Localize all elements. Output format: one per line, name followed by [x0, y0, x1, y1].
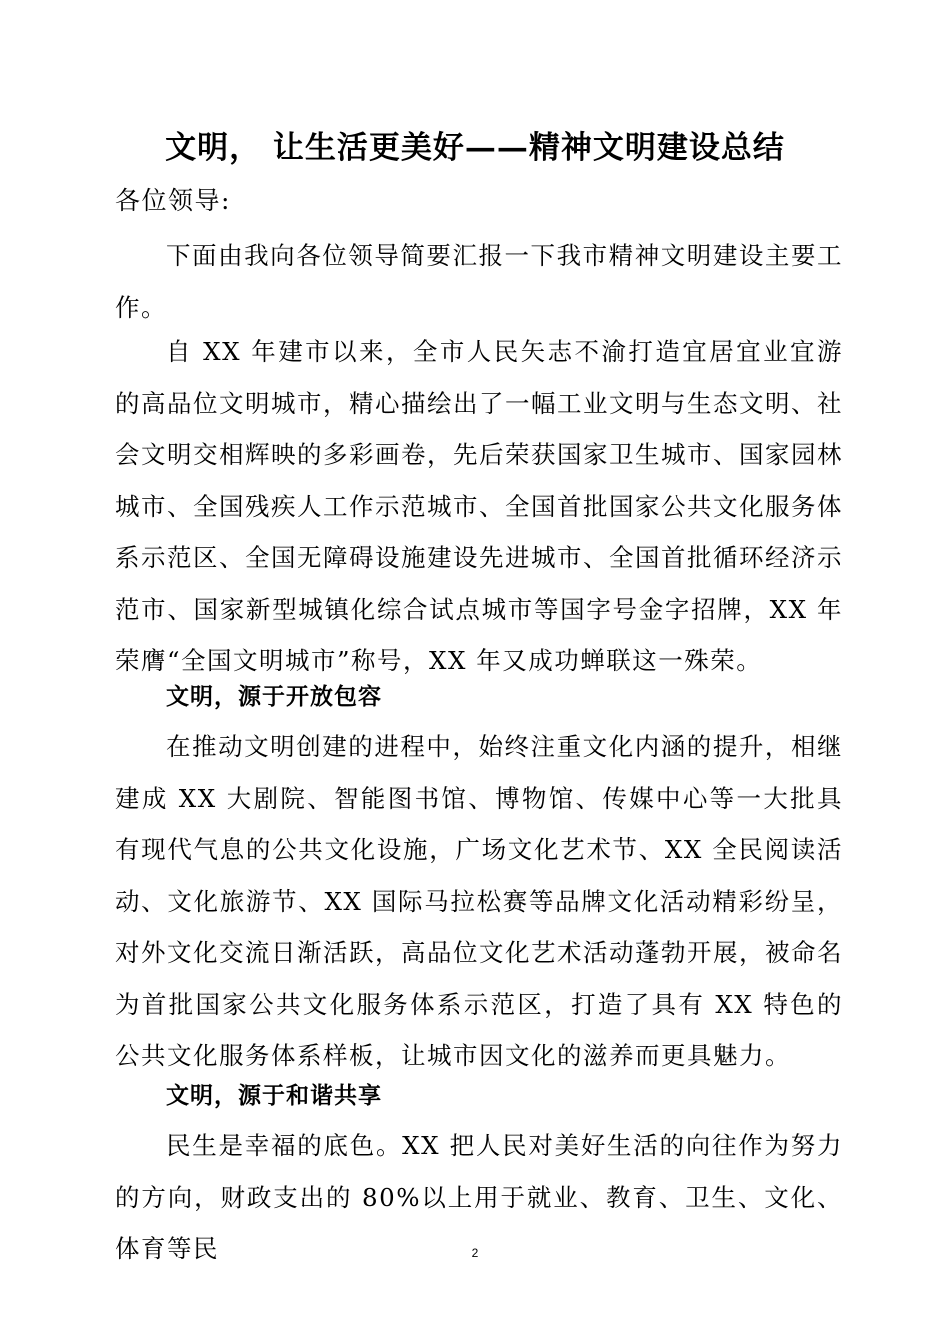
page-number: 2 — [471, 1246, 479, 1260]
body-paragraph-1: 自 XX 年建市以来，全市人民矢志不渝打造宜居宜业宜游的高品位文明城市，精心描绘出了一幅工业文明与生态文明、社会文明交相辉映的多彩画卷，先后荣获国家卫生城市、国家园林城市、全国残疾人工作示范城市、全国首批国家公共文化服务体系示范区、全国无障碍设施建设先进城市、全国首批循环经济示范市、国家新型城镇化综合试点城市等国字号金字招牌，XX 年荣膺“全国文明城市”称号，XX 年又成功蝉联这一殊荣。 — [115, 337, 843, 675]
section-heading-2: 文明，源于和谐共享 — [166, 1083, 382, 1109]
intro-paragraph: 下面由我向各位领导简要汇报一下我市精神文明建设主要工作。 — [115, 241, 843, 322]
document-title: 文明， 让生活更美好——精神文明建设总结 — [165, 130, 785, 166]
body-paragraph-3: 民生是幸福的底色。XX 把人民对美好生活的向往作为努力的方向，财政支出的 80%以上用于就业、教育、卫生、文化、体育等民 — [115, 1131, 843, 1263]
section-heading-1: 文明，源于开放包容 — [166, 684, 382, 710]
salutation: 各位领导: — [115, 186, 231, 215]
body-paragraph-2: 在推动文明创建的进程中，始终注重文化内涵的提升，相继建成 XX 大剧院、智能图书馆、博物馆、传媒中心等一大批具有现代气息的公共文化设施，广场文化艺术节、XX 全民阅读活动、文化旅游节、XX 国际马拉松赛等品牌文化活动精彩纷呈，对外文化交流日渐活跃，高品位文化艺术活动蓬勃开展，被命名为首批国家公共文化服务体系示范区，打造了具有 XX 特色的公共文化服务体系样板，让城市因文化的滋养而更具魅力。 — [115, 732, 843, 1070]
